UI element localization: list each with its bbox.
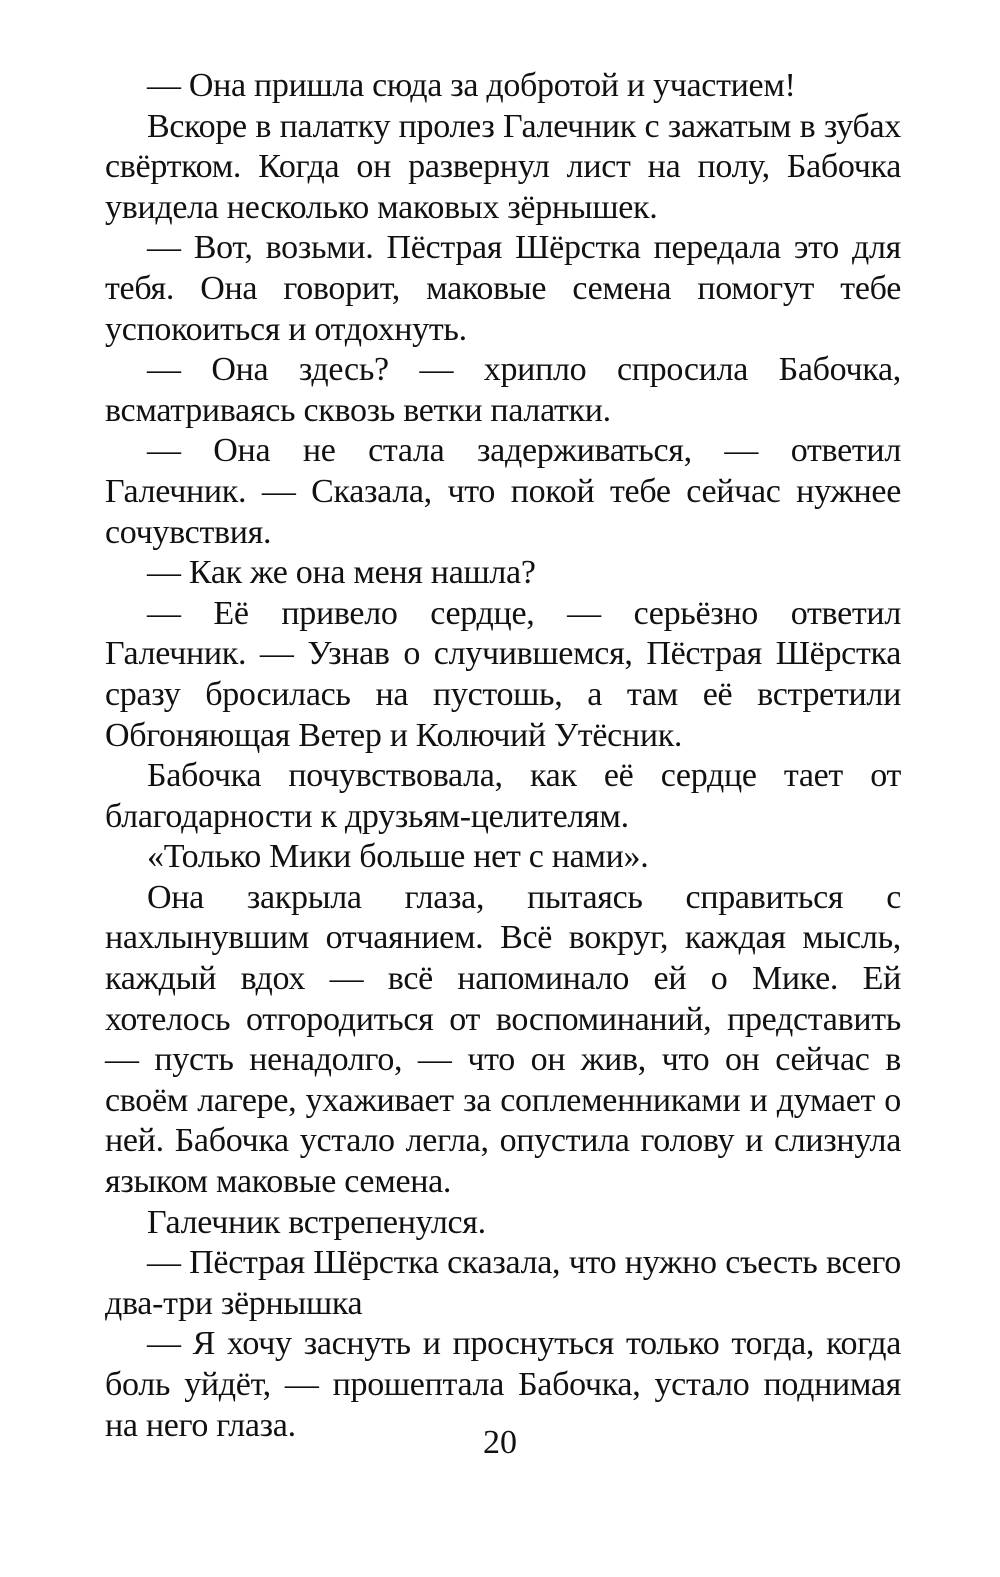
paragraph-13: — Я хочу заснуть и проснуться только тогда, когда боль уйдёт, — прошептала Бабочка, устало поднимая на него глаза. xyxy=(105,1325,901,1444)
paragraph-8: Бабочка почувствовала, как её сердце тает от благодарности к друзьям-целителям. xyxy=(105,757,901,835)
paragraph-6: — Как же она меня нашла? xyxy=(147,554,536,592)
paragraph-2: Вскоре в палатку пролез Галечник с зажатым в зубах свёртком. Когда он развернул лист на полу, Бабочка увидела несколько маковых зёрнышек. xyxy=(105,107,901,226)
paragraph-5: — Она не стала задерживаться, — ответил Галечник. — Сказала, что покой тебе сейчас нужнее сочувствия. xyxy=(105,432,901,551)
paragraph-7: — Её привело сердце, — серьёзно ответил Галечник. — Узнав о случившемся, Пёстрая Шёрстка сразу бросилась на пустошь, а там её встретили Обгоняющая Ветер и Колючий Утёсник. xyxy=(105,594,901,754)
paragraph-10: Она закрыла глаза, пытаясь справиться с нахлынувшим отчаянием. Всё вокруг, каждая мысль, каждый вдох — всё напоминало ей о Мике. Ей хотелось отгородиться от воспоминаний, представить — пусть ненадолго, — что он жив, что он сейчас в своём лагере, ухаживает за соплеменниками и думает о ней. Бабочка устало легла, опустила голову и слизнула языком маковые семена. xyxy=(105,878,901,1201)
paragraph-1: — Она пришла сюда за добротой и участием! xyxy=(147,67,796,104)
paragraph-11: Галечник встрепенулся. xyxy=(147,1203,486,1241)
paragraph-12: — Пёстрая Шёрстка сказала, что нужно съесть всего два-три зёрнышка xyxy=(105,1244,901,1322)
paragraph-4: — Она здесь? — хрипло спросила Бабочка, всматриваясь сквозь ветки палатки. xyxy=(105,351,901,429)
page-number: 20 xyxy=(483,1424,517,1461)
page-body-text xyxy=(105,66,901,1446)
paragraph-9: «Только Мики больше нет с нами». xyxy=(147,838,649,876)
paragraph-3: — Вот, возьми. Пёстрая Шёрстка передала это для тебя. Она говорит, маковые семена помогут тебе успокоиться и отдохнуть. xyxy=(105,229,901,348)
